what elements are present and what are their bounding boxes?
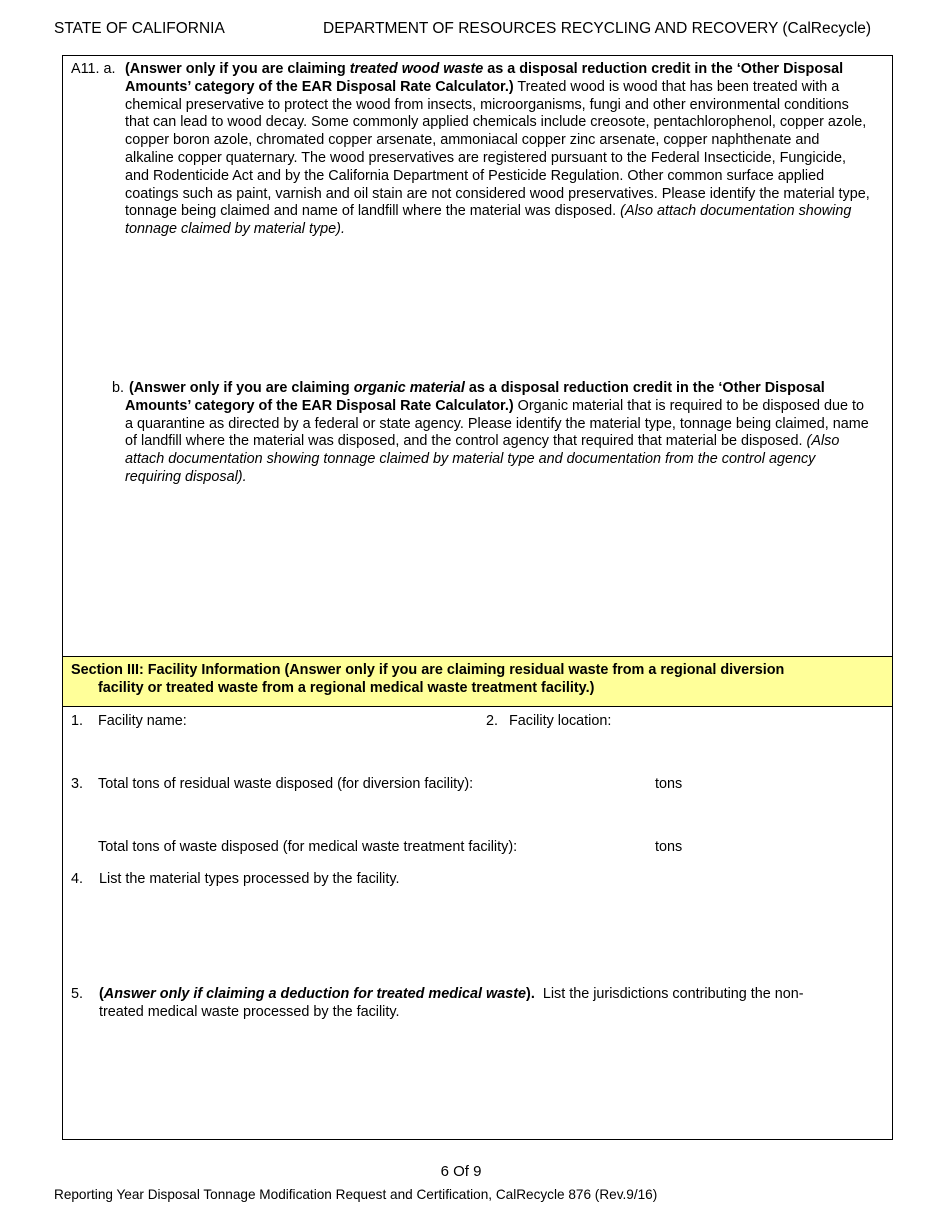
a11-a-body: Treated wood is wood that has been treated with a chemical preservative to protect the wood from insects, microorganisms, fungi and other environmental conditions that can lead to wood decay. Some commonly applied chemicals include creosote, pentachlorophenol, copper azole, copper boron azole, chromated copper arsenate, ammoniacal copper zinc arsenate, copper naphthenate and alkaline copper quaternary. The wood preservatives are registered pursuant to the Federal Insecticide, Fungicide, and Rodenticide Act and by the California Department of Pesticide Regulation. Other common surface applied coatings such as paint, varnish and oil stain are not considered wood preservatives. Please identify the material type, tonnage being claimed and name of landfill where the material was disposed.: [125, 78, 870, 220]
item-4-number: 4.: [71, 871, 84, 887]
a11-b-term: organic material: [353, 380, 465, 396]
item-5-condition: Answer only if claiming a deduction for treated medical waste: [103, 986, 527, 1002]
item-3-number: 3.: [71, 776, 84, 792]
a11-b-bold-open: (Answer only if you are claiming: [129, 380, 354, 396]
section-3-title-line2: facility or treated waste from a regional medical waste treatment facility.): [98, 680, 595, 696]
a11-a-term: treated wood waste: [349, 61, 484, 77]
a11-a-bold-open: (Answer only if you are claiming: [125, 61, 350, 77]
a11-a-bold-close: as a disposal reduction credit in the ‘Other Disposal Amounts’ category of the EAR Disposal Rate Calculator.): [125, 61, 844, 95]
facility-location-label: Facility location:: [509, 713, 612, 729]
section-3-title-line1: Section III: Facility Information (Answer only if you are claiming residual waste from a regional diversion: [71, 662, 785, 678]
a11-b-body: Organic material that is required to be disposed due to a quarantine as directed by a federal or state agency. Please identify the material type, tonnage being claimed, name of landfill where the material was disposed, and the control agency that required that material be disposed.: [125, 397, 869, 450]
item-5-line1: [99, 986, 804, 1002]
header-state: STATE OF CALIFORNIA: [54, 20, 225, 37]
residual-tons-unit: tons: [655, 776, 683, 792]
a11-a-note: (Also attach documentation showing tonnage claimed by material type).: [125, 203, 852, 238]
question-a11-a-text: [125, 61, 871, 239]
medical-tons-label: Total tons of waste disposed (for medical waste treatment facility):: [98, 839, 518, 855]
medical-tons-unit: tons: [655, 839, 683, 855]
item-5-number: 5.: [71, 986, 84, 1002]
material-types-label: List the material types processed by the facility.: [99, 871, 400, 887]
a11-b-bold-close: as a disposal reduction credit in the ‘Other Disposal Amounts’ category of the EAR Disposal Rate Calculator.): [125, 380, 825, 414]
facility-name-label: Facility name:: [98, 713, 187, 729]
section-3-header: [63, 656, 892, 707]
a11-b-note: (Also attach documentation showing tonnage claimed by material type and documentation from the control agency requiring disposal).: [125, 433, 840, 485]
residual-tons-label: Total tons of residual waste disposed (for diversion facility):: [98, 776, 474, 792]
question-a11-b-text: [125, 380, 871, 487]
item-2-number: 2.: [486, 713, 499, 729]
question-a11-label: A11. a.: [71, 61, 116, 77]
item-5-paren-open: (: [99, 986, 104, 1002]
form-footer: Reporting Year Disposal Tonnage Modification Request and Certification, CalRecycle 876 (Rev.9/16): [54, 1187, 658, 1202]
item-5-line2: treated medical waste processed by the facility.: [99, 1004, 400, 1020]
question-a11-b-label: b.: [112, 380, 125, 396]
page-number: 6 Of 9: [440, 1163, 482, 1180]
header-department: DEPARTMENT OF RESOURCES RECYCLING AND RECOVERY (CalRecycle): [323, 20, 872, 37]
item-5-line1-rest: List the jurisdictions contributing the non-: [534, 986, 804, 1002]
item-1-number: 1.: [71, 713, 84, 729]
item-5-paren-close: ).: [526, 986, 535, 1002]
